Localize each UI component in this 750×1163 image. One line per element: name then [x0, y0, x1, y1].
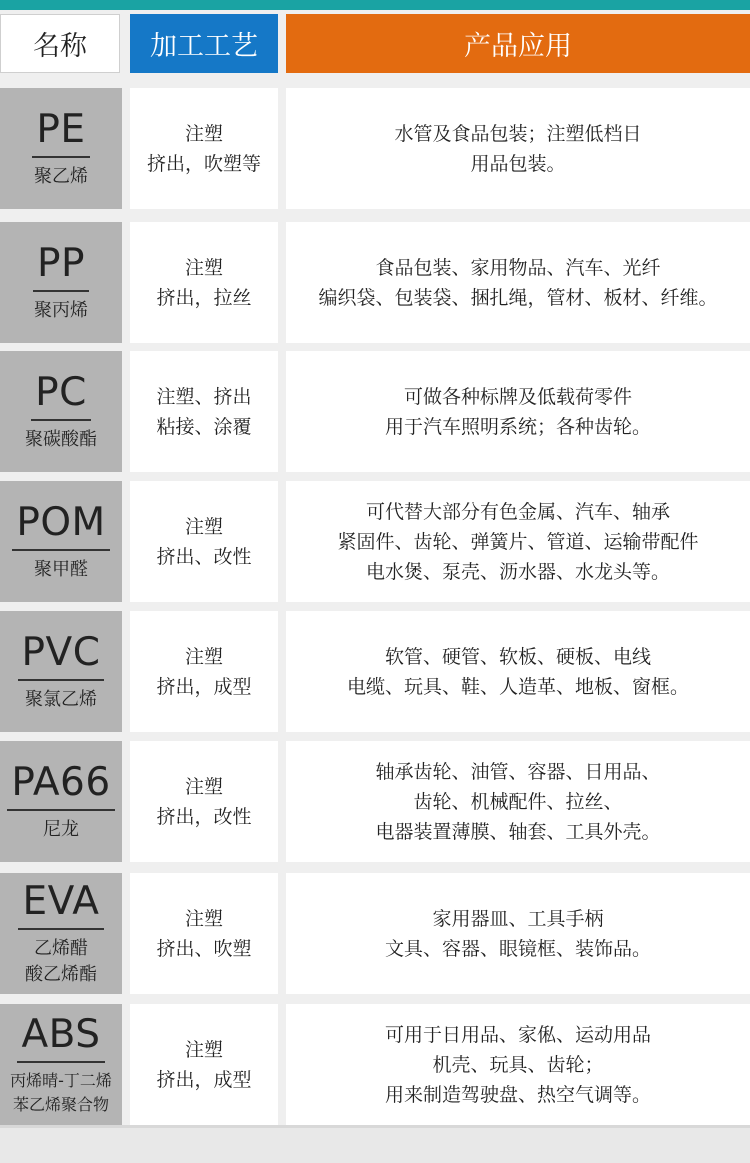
application-line: 文具、容器、眼镜框、装饰品。 — [384, 937, 651, 960]
application-line: 机壳、玩具、齿轮； — [432, 1053, 604, 1076]
material-code: PVC — [18, 631, 105, 681]
process-cell — [130, 481, 278, 602]
material-name-cell — [0, 222, 122, 343]
material-name-cell — [0, 873, 122, 994]
process-line: 注塑 — [184, 1038, 223, 1061]
material-name-cell — [0, 481, 122, 602]
process-line: 挤出，吹塑等 — [146, 152, 261, 175]
material-chinese-name: 酸乙烯酯 — [25, 963, 97, 985]
application-line: 用来制造驾驶盘、热空气调等。 — [384, 1083, 651, 1106]
process-line: 注塑 — [184, 256, 223, 279]
process-line: 注塑、挤出 — [156, 385, 252, 408]
material-name-cell — [0, 741, 122, 862]
bottom-bar — [0, 1128, 750, 1163]
material-chinese-name: 苯乙烯聚合物 — [12, 1094, 109, 1114]
material-chinese-name: 聚碳酸酯 — [25, 428, 97, 450]
table-row — [0, 873, 750, 994]
application-line: 软管、硬管、软板、硬板、电线 — [384, 645, 651, 668]
material-code: EVA — [18, 880, 103, 930]
material-name-cell — [0, 1004, 122, 1125]
application-line: 家用器皿、工具手柄 — [432, 907, 604, 930]
application-line: 轴承齿轮、油管、容器、日用品、 — [375, 760, 661, 783]
header-name: 名称 — [0, 14, 120, 73]
application-line: 用于汽车照明系统；各种齿轮。 — [384, 415, 651, 438]
process-line: 挤出，成型 — [156, 1068, 252, 1091]
process-line: 注塑 — [184, 907, 223, 930]
material-chinese-name: 尼龙 — [43, 818, 79, 840]
material-name-cell — [0, 351, 122, 472]
material-code: ABS — [17, 1013, 104, 1063]
table-row — [0, 611, 750, 732]
material-code: PP — [33, 242, 89, 292]
application-line: 可用于日用品、家俬、运动用品 — [384, 1023, 651, 1046]
material-chinese-name: 乙烯醋 — [34, 937, 88, 959]
process-line: 注塑 — [184, 122, 223, 145]
application-line: 食品包装、家用物品、汽车、光纤 — [375, 256, 661, 279]
header-application: 产品应用 — [286, 14, 750, 73]
application-line: 水管及食品包装；注塑低档日 — [394, 122, 642, 145]
application-line: 齿轮、机械配件、拉丝、 — [413, 790, 623, 813]
application-line: 用品包装。 — [470, 152, 566, 175]
process-line: 挤出、改性 — [156, 545, 252, 568]
top-accent-bar — [0, 0, 750, 10]
process-line: 注塑 — [184, 645, 223, 668]
application-cell — [286, 481, 750, 602]
table-row — [0, 741, 750, 862]
table-row — [0, 222, 750, 343]
process-line: 注塑 — [184, 775, 223, 798]
material-chinese-name: 聚丙烯 — [34, 299, 88, 321]
material-chinese-name: 聚乙烯 — [34, 165, 88, 187]
process-line: 挤出，拉丝 — [156, 286, 252, 309]
material-chinese-name: 丙烯晴-丁二烯 — [10, 1070, 112, 1090]
application-line: 电缆、玩具、鞋、人造革、地板、窗框。 — [346, 675, 689, 698]
table-row — [0, 481, 750, 602]
process-line: 挤出，改性 — [156, 805, 252, 828]
process-line: 挤出，成型 — [156, 675, 252, 698]
application-cell — [286, 741, 750, 862]
material-name-cell — [0, 611, 122, 732]
application-line: 紧固件、齿轮、弹簧片、管道、运输带配件 — [337, 530, 699, 553]
application-cell — [286, 611, 750, 732]
material-code: PA66 — [7, 761, 114, 811]
table-row — [0, 351, 750, 472]
process-line: 注塑 — [184, 515, 223, 538]
application-cell — [286, 1004, 750, 1125]
application-line: 可做各种标牌及低载荷零件 — [403, 385, 632, 408]
application-cell — [286, 873, 750, 994]
process-line: 粘接、涂覆 — [156, 415, 252, 438]
application-line: 编织袋、包装袋、捆扎绳，管材、板材、纤维。 — [318, 286, 718, 309]
process-cell — [130, 222, 278, 343]
material-name-cell — [0, 88, 122, 209]
material-code: POM — [12, 501, 109, 551]
application-line: 可代替大部分有色金属、汽车、轴承 — [365, 500, 670, 523]
material-code: PE — [32, 108, 89, 158]
process-cell — [130, 351, 278, 472]
material-chinese-name: 聚甲醛 — [34, 558, 88, 580]
process-cell — [130, 1004, 278, 1125]
process-cell — [130, 611, 278, 732]
table-row — [0, 88, 750, 209]
process-cell — [130, 741, 278, 862]
process-line: 挤出、吹塑 — [156, 937, 252, 960]
application-cell — [286, 351, 750, 472]
material-chinese-name: 聚氯乙烯 — [25, 688, 97, 710]
header-process: 加工工艺 — [130, 14, 278, 73]
process-cell — [130, 88, 278, 209]
process-cell — [130, 873, 278, 994]
application-cell — [286, 88, 750, 209]
application-line: 电器装置薄膜、轴套、工具外壳。 — [375, 820, 661, 843]
application-line: 电水煲、泵壳、沥水器、水龙头等。 — [365, 560, 670, 583]
table-row — [0, 1004, 750, 1125]
application-cell — [286, 222, 750, 343]
material-code: PC — [31, 371, 91, 421]
